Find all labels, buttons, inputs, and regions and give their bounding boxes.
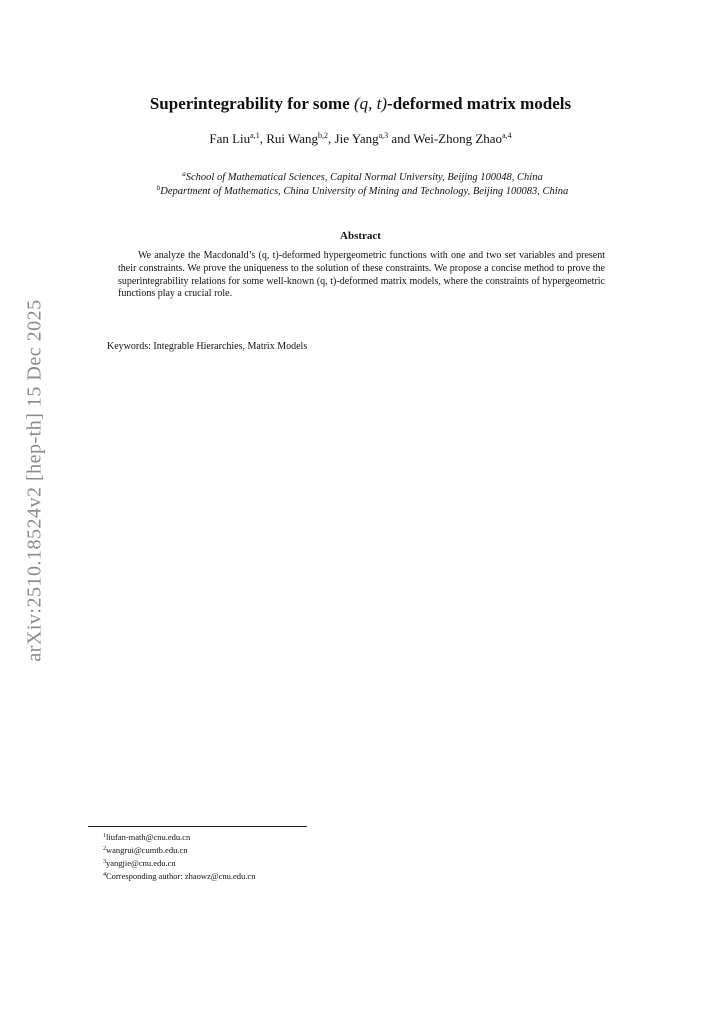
footnote-2-mark: 2: [103, 846, 106, 852]
author-1: [209, 131, 266, 146]
affiliation-b-mark: b: [156, 184, 161, 192]
footnote-1-text: liufan-math@cnu.edu.cn: [106, 832, 191, 842]
footnote-4-text: Corresponding author: zhaowz@cnu.edu.cn: [106, 871, 256, 881]
abstract-heading: Abstract: [340, 230, 381, 242]
title-part-2: -deformed matrix models: [387, 94, 572, 113]
arxiv-identifier-stamp: [15, 290, 55, 670]
title-math: (q, t): [353, 94, 388, 113]
author-3-mark: a,3: [378, 131, 389, 140]
author-list: [0, 131, 721, 147]
author-2-separator: ,: [328, 131, 335, 146]
author-2-mark: b,2: [318, 131, 329, 140]
footnote-2: [103, 843, 255, 856]
author-4: [413, 131, 511, 146]
footnote-divider: [88, 826, 307, 827]
footnote-4-mark: 4: [103, 872, 106, 878]
author-1-separator: ,: [259, 131, 267, 146]
abstract-body: We analyze the Macdonald’s (q, t)-deformed hypergeometric functions with one and two set variables and present their constraints. We prove the uniqueness to the solution of these constraints. We propose a concise method to prove the superintegrability relations for some well-known (q, t)-deformed matrix models, where the constraints of hypergeometric functions play a crucial role.: [118, 250, 605, 300]
author-3: [335, 131, 414, 146]
footnote-1: [103, 830, 255, 843]
author-1-mark: a,1: [250, 131, 260, 140]
author-3-separator: and: [388, 131, 414, 146]
author-2: [266, 131, 334, 146]
footnote-3-mark: 3: [103, 859, 106, 865]
affiliation-a-text: School of Mathematical Sciences, Capital Normal University, Beijing 100048, China: [185, 172, 543, 183]
footnote-3-text: yangjie@cnu.edu.cn: [106, 858, 176, 868]
footnote-3: [103, 856, 255, 869]
footnote-1-mark: 1: [103, 833, 106, 839]
affiliation-b: [90, 181, 635, 199]
affiliation-a-mark: a: [182, 170, 186, 178]
title-part-1: Superintegrability for some: [149, 94, 354, 113]
author-4-mark: a,4: [502, 131, 512, 140]
footnote-list: [103, 830, 255, 882]
affiliation-b-text: Department of Mathematics, China University of Mining and Technology, Beijing 100083, China: [160, 186, 569, 197]
paper-title: [0, 94, 721, 114]
footnote-4: [103, 869, 255, 882]
arxiv-id-text: arXiv:2510.18524v2 [hep-th] 15 Dec 2025: [23, 298, 46, 662]
author-3-name: Jie Yang: [334, 131, 379, 146]
author-1-name: Fan Liu: [209, 131, 251, 146]
author-4-name: Wei-Zhong Zhao: [413, 131, 503, 146]
author-2-name: Rui Wang: [266, 131, 319, 146]
footnote-2-text: wangrui@cumtb.edu.cn: [106, 845, 188, 855]
keywords-line: Keywords: Integrable Hierarchies, Matrix Models: [107, 341, 308, 352]
